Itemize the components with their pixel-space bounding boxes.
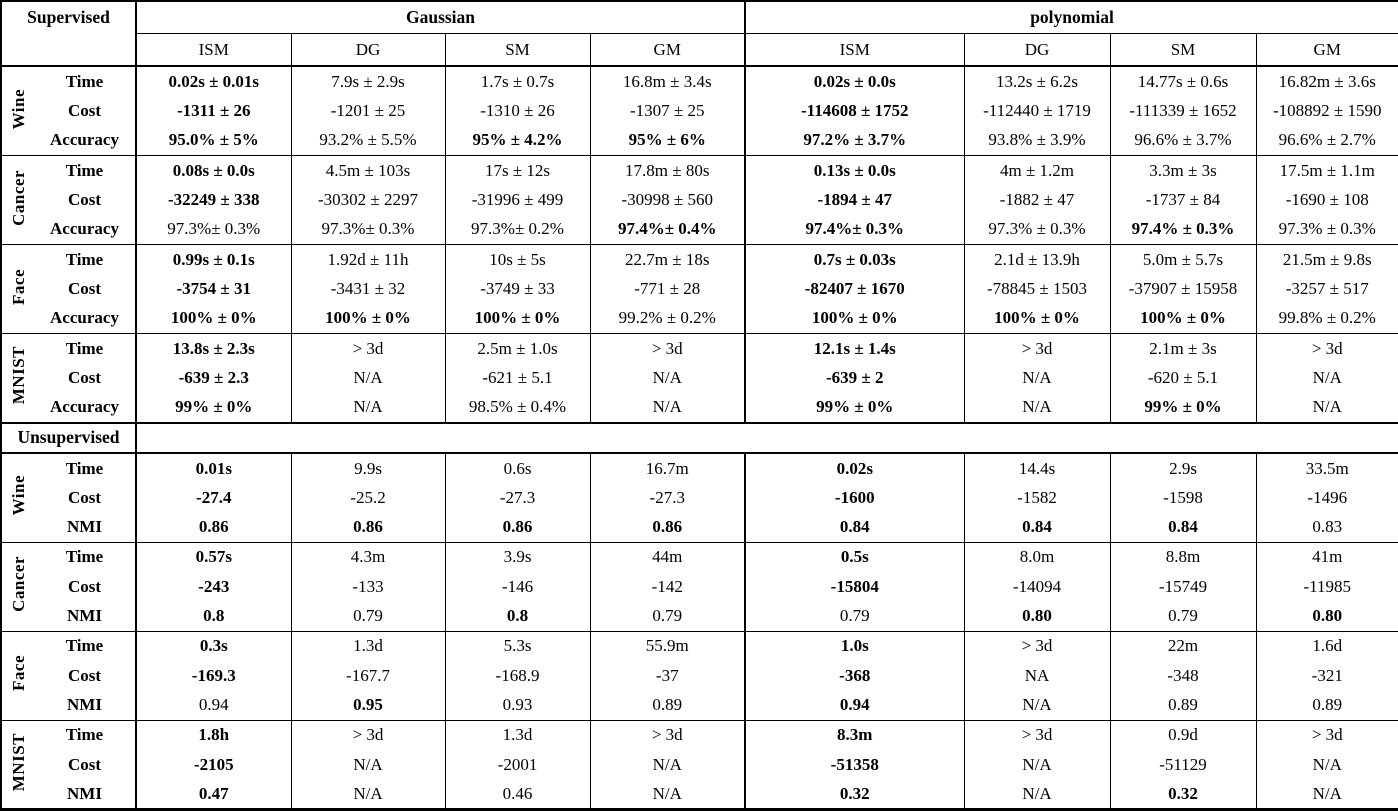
value-cell: -168.9 [445, 661, 590, 691]
value-cell: N/A [964, 393, 1110, 423]
table-row [1, 780, 1398, 810]
table-row [1, 453, 1398, 483]
value-cell: 13.2s ± 6.2s [964, 66, 1110, 96]
value-cell: -620 ± 5.1 [1110, 363, 1256, 393]
value-cell: 0.46 [445, 780, 590, 810]
dataset-label-text: Face [8, 655, 28, 692]
value-cell: 0.32 [745, 780, 964, 810]
value-cell: N/A [291, 750, 445, 780]
value-cell: 17.8m ± 80s [590, 156, 745, 186]
value-cell: 0.93 [445, 691, 590, 721]
value-cell: -27.3 [445, 483, 590, 513]
value-cell: 0.3s [136, 631, 291, 661]
value-cell: 41m [1256, 542, 1398, 572]
value-cell: > 3d [1256, 720, 1398, 750]
table-row [1, 661, 1398, 691]
value-cell: N/A [964, 780, 1110, 810]
value-cell: 0.84 [1110, 513, 1256, 543]
value-cell: 0.9d [1110, 720, 1256, 750]
dataset-label-text: MNIST [8, 346, 28, 405]
value-cell: 95% ± 4.2% [445, 126, 590, 156]
table-row [1, 66, 1398, 96]
column-header-ism-gaussian: ISM [136, 34, 291, 67]
value-cell: 1.7s ± 0.7s [445, 66, 590, 96]
value-cell: 0.47 [136, 780, 291, 810]
metric-label-cost: Cost [34, 483, 136, 513]
value-cell: 4.3m [291, 542, 445, 572]
value-cell: 0.5s [745, 542, 964, 572]
value-cell: 0.94 [745, 691, 964, 721]
value-cell: > 3d [590, 720, 745, 750]
table-row [1, 483, 1398, 513]
value-cell: 9.9s [291, 453, 445, 483]
value-cell: -1307 ± 25 [590, 96, 745, 126]
value-cell: 5.0m ± 5.7s [1110, 245, 1256, 275]
value-cell: -1201 ± 25 [291, 96, 445, 126]
metric-label-time: Time [34, 245, 136, 275]
value-cell: 97.3% ± 0.3% [964, 215, 1110, 245]
metric-label-time: Time [34, 542, 136, 572]
value-cell: 0.01s [136, 453, 291, 483]
value-cell: -51129 [1110, 750, 1256, 780]
value-cell: -11985 [1256, 572, 1398, 602]
value-cell: -348 [1110, 661, 1256, 691]
value-cell: > 3d [590, 334, 745, 364]
supervised-section-header: Supervised [1, 1, 136, 66]
value-cell: 22.7m ± 18s [590, 245, 745, 275]
metric-label-nmi: NMI [34, 513, 136, 543]
dataset-label-text: Face [8, 268, 28, 305]
dataset-label-face [1, 245, 34, 334]
value-cell: N/A [1256, 393, 1398, 423]
value-cell: -111339 ± 1652 [1110, 96, 1256, 126]
value-cell: 100% ± 0% [445, 304, 590, 334]
column-header-sm-gaussian: SM [445, 34, 590, 67]
metric-label-time: Time [34, 156, 136, 186]
metric-label-accuracy: Accuracy [34, 215, 136, 245]
metric-label-accuracy: Accuracy [34, 304, 136, 334]
value-cell: 0.89 [1256, 691, 1398, 721]
value-cell: -1894 ± 47 [745, 185, 964, 215]
value-cell: 17s ± 12s [445, 156, 590, 186]
metric-label-cost: Cost [34, 185, 136, 215]
metric-label-nmi: NMI [34, 691, 136, 721]
value-cell: -1582 [964, 483, 1110, 513]
value-cell: N/A [291, 363, 445, 393]
value-cell: 0.57s [136, 542, 291, 572]
table-row [1, 96, 1398, 126]
value-cell: 12.1s ± 1.4s [745, 334, 964, 364]
value-cell: -3257 ± 517 [1256, 274, 1398, 304]
table-row [1, 126, 1398, 156]
table-row [1, 274, 1398, 304]
value-cell: 95.0% ± 5% [136, 126, 291, 156]
value-cell: -1598 [1110, 483, 1256, 513]
dataset-label-mnist [1, 334, 34, 423]
value-cell: -51358 [745, 750, 964, 780]
metric-label-cost: Cost [34, 661, 136, 691]
metric-label-cost: Cost [34, 750, 136, 780]
value-cell: 1.6d [1256, 631, 1398, 661]
value-cell: 0.84 [964, 513, 1110, 543]
value-cell: 0.84 [745, 513, 964, 543]
column-header-dg-gaussian: DG [291, 34, 445, 67]
value-cell: -1496 [1256, 483, 1398, 513]
dataset-label-wine [1, 66, 34, 155]
table-header-row-2 [1, 34, 1398, 67]
metric-label-cost: Cost [34, 572, 136, 602]
value-cell: -1882 ± 47 [964, 185, 1110, 215]
value-cell: -31996 ± 499 [445, 185, 590, 215]
value-cell: 21.5m ± 9.8s [1256, 245, 1398, 275]
dataset-label-text: Wine [8, 475, 28, 516]
value-cell: 5.3s [445, 631, 590, 661]
dataset-label-text: MNIST [8, 732, 28, 792]
value-cell: 0.86 [445, 513, 590, 543]
value-cell: 0.8 [445, 602, 590, 632]
value-cell: 97.3%± 0.2% [445, 215, 590, 245]
metric-label-time: Time [34, 453, 136, 483]
metric-label-nmi: NMI [34, 602, 136, 632]
metric-label-cost: Cost [34, 96, 136, 126]
value-cell: -621 ± 5.1 [445, 363, 590, 393]
value-cell: 0.79 [590, 602, 745, 632]
value-cell: -30302 ± 2297 [291, 185, 445, 215]
value-cell: -321 [1256, 661, 1398, 691]
value-cell: 0.32 [1110, 780, 1256, 810]
value-cell: 95% ± 6% [590, 126, 745, 156]
metric-label-time: Time [34, 66, 136, 96]
table-row [1, 363, 1398, 393]
value-cell: -3431 ± 32 [291, 274, 445, 304]
value-cell: -25.2 [291, 483, 445, 513]
value-cell: 93.8% ± 3.9% [964, 126, 1110, 156]
value-cell: 0.79 [291, 602, 445, 632]
value-cell: 96.6% ± 2.7% [1256, 126, 1398, 156]
value-cell: 0.6s [445, 453, 590, 483]
value-cell: 0.94 [136, 691, 291, 721]
value-cell: 0.08s ± 0.0s [136, 156, 291, 186]
value-cell: N/A [291, 780, 445, 810]
metric-label-time: Time [34, 334, 136, 364]
value-cell: 100% ± 0% [1110, 304, 1256, 334]
value-cell: N/A [590, 363, 745, 393]
value-cell: 4m ± 1.2m [964, 156, 1110, 186]
metric-label-nmi: NMI [34, 780, 136, 810]
value-cell: -32249 ± 338 [136, 185, 291, 215]
value-cell: 0.86 [291, 513, 445, 543]
table-row [1, 393, 1398, 423]
value-cell: 33.5m [1256, 453, 1398, 483]
value-cell: -639 ± 2.3 [136, 363, 291, 393]
value-cell: 97.3%± 0.3% [136, 215, 291, 245]
value-cell: 8.0m [964, 542, 1110, 572]
value-cell: -1690 ± 108 [1256, 185, 1398, 215]
value-cell: N/A [590, 780, 745, 810]
metric-label-cost: Cost [34, 363, 136, 393]
table-row [1, 215, 1398, 245]
value-cell: -2105 [136, 750, 291, 780]
value-cell: 0.79 [745, 602, 964, 632]
value-cell: 0.8 [136, 602, 291, 632]
value-cell: 97.3% ± 0.3% [1256, 215, 1398, 245]
value-cell: 0.02s ± 0.0s [745, 66, 964, 96]
value-cell: 2.5m ± 1.0s [445, 334, 590, 364]
value-cell: 97.2% ± 3.7% [745, 126, 964, 156]
polynomial-kernel-header: polynomial [745, 1, 1398, 34]
value-cell: -108892 ± 1590 [1256, 96, 1398, 126]
value-cell: 96.6% ± 3.7% [1110, 126, 1256, 156]
value-cell: 44m [590, 542, 745, 572]
value-cell: N/A [964, 363, 1110, 393]
value-cell: 16.8m ± 3.4s [590, 66, 745, 96]
table-row [1, 185, 1398, 215]
value-cell: 55.9m [590, 631, 745, 661]
value-cell: 16.82m ± 3.6s [1256, 66, 1398, 96]
value-cell: 0.80 [1256, 602, 1398, 632]
value-cell: 4.5m ± 103s [291, 156, 445, 186]
metric-label-cost: Cost [34, 274, 136, 304]
column-header-sm-polynomial: SM [1110, 34, 1256, 67]
value-cell: -3754 ± 31 [136, 274, 291, 304]
value-cell: -167.7 [291, 661, 445, 691]
value-cell: N/A [590, 393, 745, 423]
value-cell: 13.8s ± 2.3s [136, 334, 291, 364]
column-header-gm-gaussian: GM [590, 34, 745, 67]
value-cell: 98.5% ± 0.4% [445, 393, 590, 423]
value-cell: 1.8h [136, 720, 291, 750]
value-cell: 8.3m [745, 720, 964, 750]
table-row [1, 304, 1398, 334]
value-cell: -82407 ± 1670 [745, 274, 964, 304]
value-cell: 99% ± 0% [1110, 393, 1256, 423]
value-cell: -1737 ± 84 [1110, 185, 1256, 215]
value-cell: -1600 [745, 483, 964, 513]
value-cell: 99% ± 0% [745, 393, 964, 423]
value-cell: 1.3d [445, 720, 590, 750]
value-cell: -112440 ± 1719 [964, 96, 1110, 126]
value-cell: 97.4%± 0.4% [590, 215, 745, 245]
value-cell: N/A [590, 750, 745, 780]
value-cell: -2001 [445, 750, 590, 780]
dataset-label-wine [1, 453, 34, 542]
value-cell: 0.95 [291, 691, 445, 721]
value-cell: -78845 ± 1503 [964, 274, 1110, 304]
value-cell: 0.13s ± 0.0s [745, 156, 964, 186]
column-header-ism-polynomial: ISM [745, 34, 964, 67]
table-row [1, 631, 1398, 661]
metric-label-time: Time [34, 631, 136, 661]
unsupervised-section-header: Unsupervised [1, 423, 136, 454]
value-cell: -14094 [964, 572, 1110, 602]
table-row [1, 691, 1398, 721]
value-cell: 22m [1110, 631, 1256, 661]
value-cell: NA [964, 661, 1110, 691]
value-cell: -15804 [745, 572, 964, 602]
table-row [1, 334, 1398, 364]
value-cell: -1310 ± 26 [445, 96, 590, 126]
value-cell: 0.89 [590, 691, 745, 721]
dataset-label-face [1, 631, 34, 720]
value-cell: -368 [745, 661, 964, 691]
value-cell: 1.3d [291, 631, 445, 661]
value-cell: N/A [1256, 780, 1398, 810]
value-cell: 14.4s [964, 453, 1110, 483]
metric-label-accuracy: Accuracy [34, 126, 136, 156]
value-cell: 3.9s [445, 542, 590, 572]
value-cell: 0.79 [1110, 602, 1256, 632]
value-cell: > 3d [964, 720, 1110, 750]
value-cell: 97.4%± 0.3% [745, 215, 964, 245]
column-header-dg-polynomial: DG [964, 34, 1110, 67]
metric-label-accuracy: Accuracy [34, 393, 136, 423]
value-cell: 1.92d ± 11h [291, 245, 445, 275]
dataset-label-cancer [1, 542, 34, 631]
value-cell: -30998 ± 560 [590, 185, 745, 215]
value-cell: -243 [136, 572, 291, 602]
unsupervised-divider-row [1, 423, 1398, 454]
table-row [1, 513, 1398, 543]
value-cell: 1.0s [745, 631, 964, 661]
value-cell: 2.9s [1110, 453, 1256, 483]
value-cell: 16.7m [590, 453, 745, 483]
table-row [1, 572, 1398, 602]
table-row [1, 720, 1398, 750]
value-cell: -114608 ± 1752 [745, 96, 964, 126]
dataset-label-text: Cancer [8, 556, 28, 613]
value-cell: -639 ± 2 [745, 363, 964, 393]
value-cell: 99.2% ± 0.2% [590, 304, 745, 334]
value-cell: 14.77s ± 0.6s [1110, 66, 1256, 96]
table-header-row-1 [1, 1, 1398, 34]
value-cell: 0.02s [745, 453, 964, 483]
value-cell: N/A [964, 750, 1110, 780]
value-cell: 0.80 [964, 602, 1110, 632]
value-cell: 3.3m ± 3s [1110, 156, 1256, 186]
dataset-label-cancer [1, 156, 34, 245]
value-cell: -27.3 [590, 483, 745, 513]
value-cell: 2.1m ± 3s [1110, 334, 1256, 364]
value-cell: N/A [1256, 750, 1398, 780]
value-cell: 0.02s ± 0.01s [136, 66, 291, 96]
value-cell: 0.83 [1256, 513, 1398, 543]
value-cell: 0.86 [136, 513, 291, 543]
gaussian-kernel-header: Gaussian [136, 1, 745, 34]
value-cell: 97.4% ± 0.3% [1110, 215, 1256, 245]
value-cell: -15749 [1110, 572, 1256, 602]
value-cell: 100% ± 0% [136, 304, 291, 334]
value-cell: 0.89 [1110, 691, 1256, 721]
value-cell: 99% ± 0% [136, 393, 291, 423]
dataset-label-text: Wine [8, 88, 28, 129]
value-cell: 0.7s ± 0.03s [745, 245, 964, 275]
value-cell: 2.1d ± 13.9h [964, 245, 1110, 275]
value-cell: > 3d [964, 334, 1110, 364]
table-row [1, 602, 1398, 632]
value-cell: 17.5m ± 1.1m [1256, 156, 1398, 186]
value-cell: 99.8% ± 0.2% [1256, 304, 1398, 334]
value-cell: N/A [1256, 363, 1398, 393]
value-cell: > 3d [291, 720, 445, 750]
value-cell: 8.8m [1110, 542, 1256, 572]
value-cell: -771 ± 28 [590, 274, 745, 304]
value-cell: 7.9s ± 2.9s [291, 66, 445, 96]
value-cell: 0.99s ± 0.1s [136, 245, 291, 275]
value-cell: -3749 ± 33 [445, 274, 590, 304]
value-cell: 0.86 [590, 513, 745, 543]
value-cell: -37 [590, 661, 745, 691]
value-cell: -27.4 [136, 483, 291, 513]
table-row [1, 542, 1398, 572]
value-cell: -169.3 [136, 661, 291, 691]
table-row [1, 245, 1398, 275]
value-cell: -133 [291, 572, 445, 602]
unsupervised-header-empty-cell [136, 423, 1398, 454]
value-cell: -142 [590, 572, 745, 602]
table-row [1, 156, 1398, 186]
value-cell: -146 [445, 572, 590, 602]
value-cell: 93.2% ± 5.5% [291, 126, 445, 156]
dataset-label-mnist [1, 720, 34, 809]
value-cell: > 3d [1256, 334, 1398, 364]
value-cell: 100% ± 0% [964, 304, 1110, 334]
value-cell: -37907 ± 15958 [1110, 274, 1256, 304]
value-cell: -1311 ± 26 [136, 96, 291, 126]
value-cell: N/A [291, 393, 445, 423]
table-row [1, 750, 1398, 780]
value-cell: > 3d [964, 631, 1110, 661]
value-cell: 100% ± 0% [745, 304, 964, 334]
value-cell: 10s ± 5s [445, 245, 590, 275]
value-cell: > 3d [291, 334, 445, 364]
value-cell: 100% ± 0% [291, 304, 445, 334]
value-cell: 97.3%± 0.3% [291, 215, 445, 245]
value-cell: N/A [964, 691, 1110, 721]
metric-label-time: Time [34, 720, 136, 750]
dataset-label-text: Cancer [8, 169, 28, 226]
column-header-gm-polynomial: GM [1256, 34, 1398, 67]
